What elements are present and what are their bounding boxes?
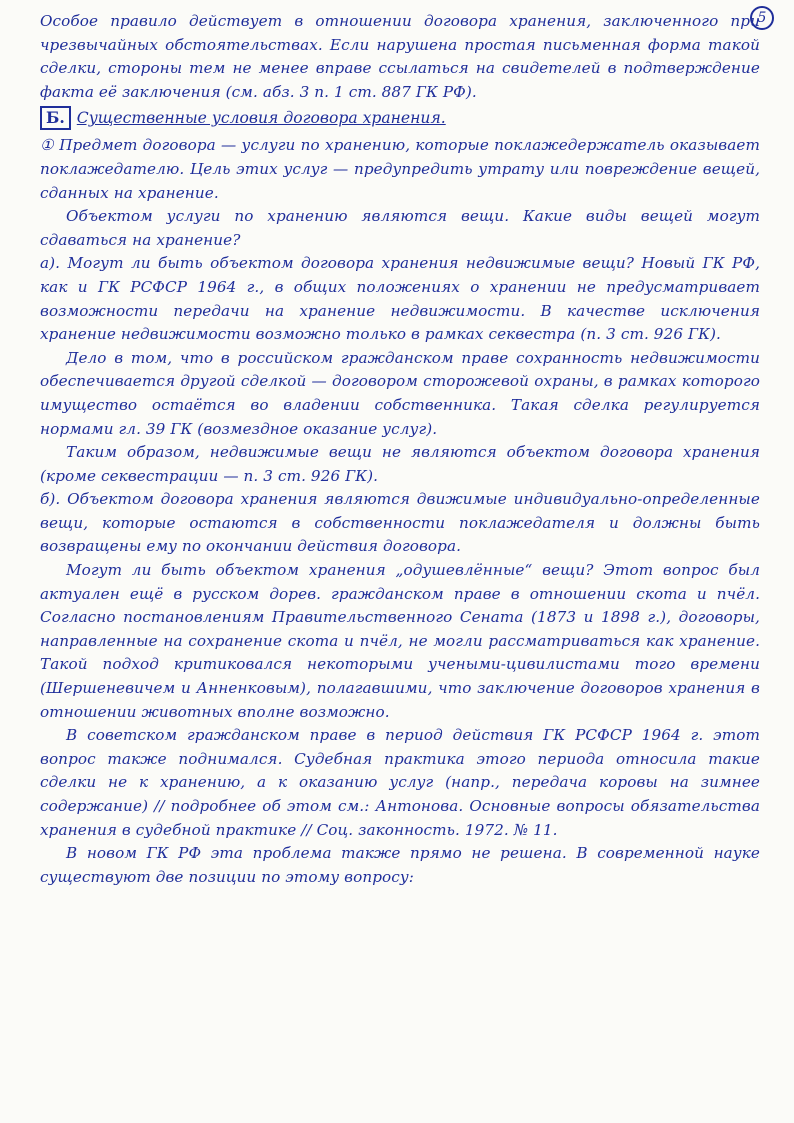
page-content: [40, 10, 760, 889]
page-number: 5: [750, 6, 774, 30]
paragraph: б). Объектом договора хранения являются движимые индивидуально-определенные вещи, которые остаются в собственности поклажедателя и должны быть возвращены ему по окончании действия договора.: [40, 490, 760, 556]
paragraph: Дело в том, что в российском гражданском праве сохранность недвижимости обеспечивается другой сделкой — договором сторожевой охраны, в рамках которого имущество остаётся во владении собственника. Такая сделка регулируется нормами гл. 39 ГК (возмездное оказание услуг).: [40, 348, 760, 438]
paragraph: В советском гражданском праве в период действия ГК РСФСР 1964 г. этот вопрос также поднимался. Судебная практика этого периода относила такие сделки не к хранению, а к оказанию услуг (напр., передача коровы на зимнее содержание) // подробнее об этом см.: Антонова. Основные вопросы обязательства хранения в судебной практике // Соц. законность. 1972. № 11.: [40, 726, 760, 839]
paragraph: Объектом услуги по хранению являются вещи. Какие виды вещей могут сдаваться на хранение?: [40, 207, 760, 249]
section-heading-text: Существенные условия договора хранения.: [76, 109, 446, 128]
paragraph: Таким образом, недвижимые вещи не являются объектом договора хранения (кроме секвестрации — п. 3 ст. 926 ГК).: [40, 443, 760, 485]
paragraph: Могут ли быть объектом хранения „одушевлённые“ вещи? Этот вопрос был актуален ещё в русском дорев. гражданском праве в отношении скота и пчёл. Согласно постановлениям Правительственного Сената (1873 и 1898 г.), договоры, направленные на сохранение скота и пчёл, не могли рассматриваться как хранение. Такой подход критиковался некоторыми учеными-цивилистами того времени (Шершеневичем и Анненковым), полагавшими, что заключение договоров хранения в отношении животных вполне возможно.: [40, 561, 760, 721]
section-heading: [40, 104, 760, 132]
paragraph: а). Могут ли быть объектом договора хранения недвижимые вещи? Новый ГК РФ, как и ГК РСФСР 1964 г., в общих положениях о хранении не предусматривает возможности передачи на хранение недвижимости. В качестве исключения хранение недвижимости возможно только в рамках секвестра (п. 3 ст. 926 ГК).: [40, 254, 760, 344]
paragraph: ① Предмет договора — услуги по хранению, которые поклажедержатель оказывает поклажедателю. Цель этих услуг — предупредить утрату или повреждение вещей, сданных на хранение.: [40, 136, 760, 202]
section-badge: Б.: [40, 106, 71, 130]
paragraph: Особое правило действует в отношении договора хранения, заключенного при чрезвычайных обстоятельствах. Если нарушена простая письменная форма такой сделки, стороны тем не менее вправе ссылаться на свидетелей в подтверждение факта её заключения (см. абз. 3 п. 1 ст. 887 ГК РФ).: [40, 12, 760, 101]
paragraph: В новом ГК РФ эта проблема также прямо не решена. В современной науке существуют две позиции по этому вопросу:: [40, 844, 760, 886]
